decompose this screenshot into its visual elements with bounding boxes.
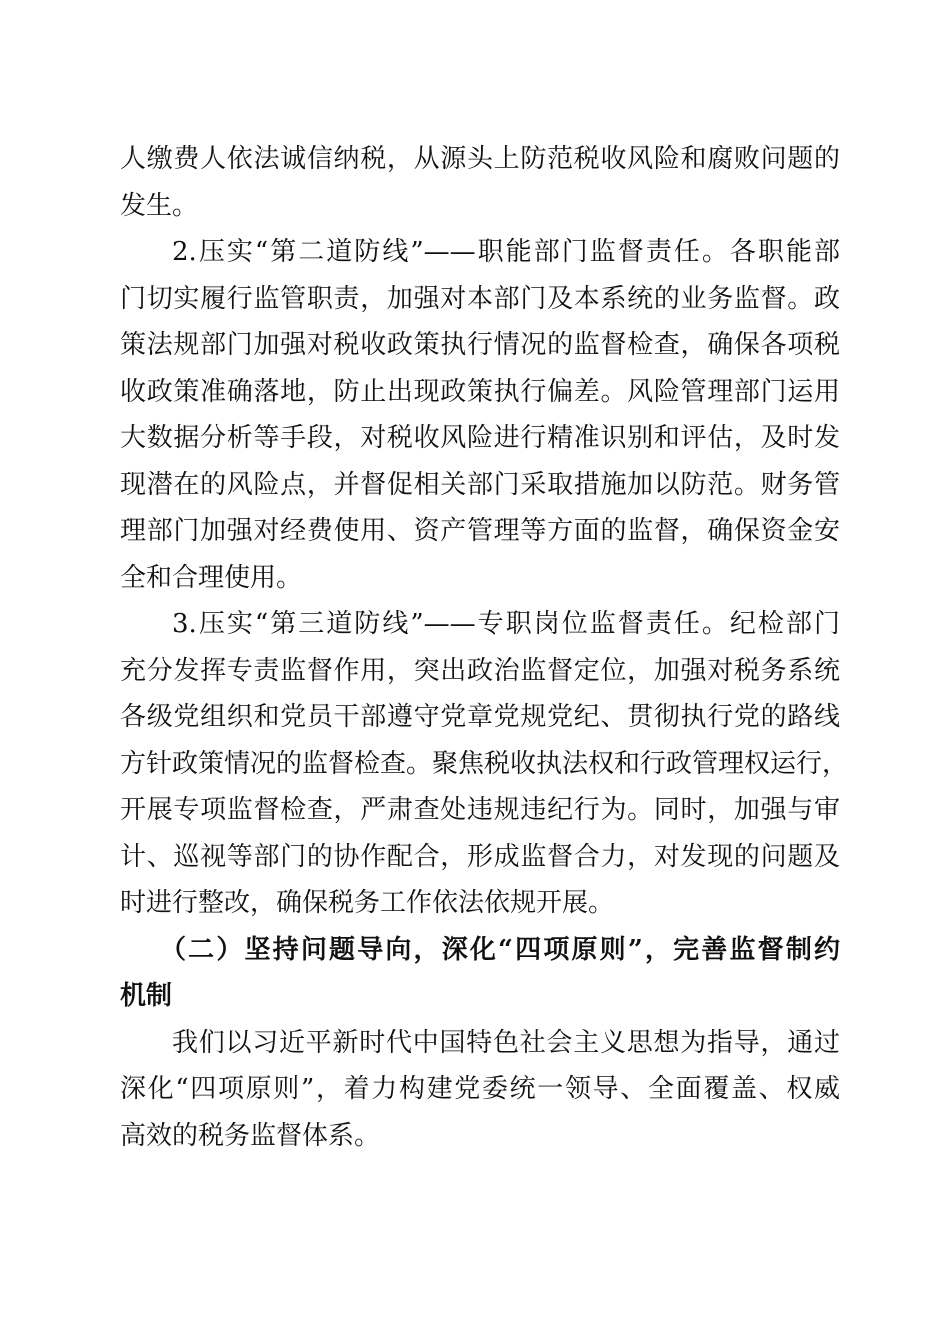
section-heading: （二）坚持问题导向，深化“四项原则”，完善监督制约 (160, 934, 840, 965)
paragraph-line: 深化“四项原则”，着力构建党委统一领导、全面覆盖、权威 (120, 1074, 840, 1104)
paragraph-line: 时进行整改，确保税务工作依法依规开展。 (120, 888, 615, 918)
paragraph-line: 理部门加强对经费使用、资产管理等方面的监督，确保资金安 (120, 516, 840, 546)
paragraph-line: 全和合理使用。 (120, 562, 303, 593)
paragraph-line: 计、巡视等部门的协作配合，形成监督合力，对发现的问题及 (120, 841, 840, 872)
section-heading-continued: 机制 (120, 981, 173, 1011)
paragraph-line: 各级党组织和党员干部遵守党章党规党纪、贯彻执行党的路线 (120, 702, 840, 732)
paragraph-line: 充分发挥专责监督作用，突出政治监督定位，加强对税务系统 (120, 655, 840, 686)
paragraph-line: 现潜在的风险点，并督促相关部门采取措施加以防范。财务管 (120, 469, 840, 500)
paragraph-line: 收政策准确落地，防止出现政策执行偏差。风险管理部门运用 (120, 376, 840, 407)
paragraph-line: 高效的税务监督体系。 (120, 1120, 381, 1151)
paragraph-line: 大数据分析等手段，对税收风险进行精准识别和评估，及时发 (120, 423, 840, 453)
paragraph-line: 2.压实“第二道防线”——职能部门监督责任。各职能部 (172, 237, 840, 267)
paragraph-line: 开展专项监督检查，严肃查处违规违纪行为。同时，加强与审 (120, 795, 840, 825)
paragraph-line: 我们以习近平新时代中国特色社会主义思想为指导，通过 (172, 1027, 840, 1058)
paragraph-line: 门切实履行监管职责，加强对本部门及本系统的业务监督。政 (120, 283, 840, 314)
document-body (120, 136, 849, 1159)
paragraph-line: 3.压实“第三道防线”——专职岗位监督责任。纪检部门 (172, 609, 840, 639)
paragraph-line: 发生。 (120, 190, 199, 221)
paragraph-line: 策法规部门加强对税收政策执行情况的监督检查，确保各项税 (120, 330, 840, 360)
paragraph-line: 人缴费人依法诚信纳税，从源头上防范税收风险和腐败问题的 (120, 144, 840, 174)
paragraph-line: 方针政策情况的监督检查。聚焦税收执法权和行政管理权运行， (120, 748, 849, 779)
